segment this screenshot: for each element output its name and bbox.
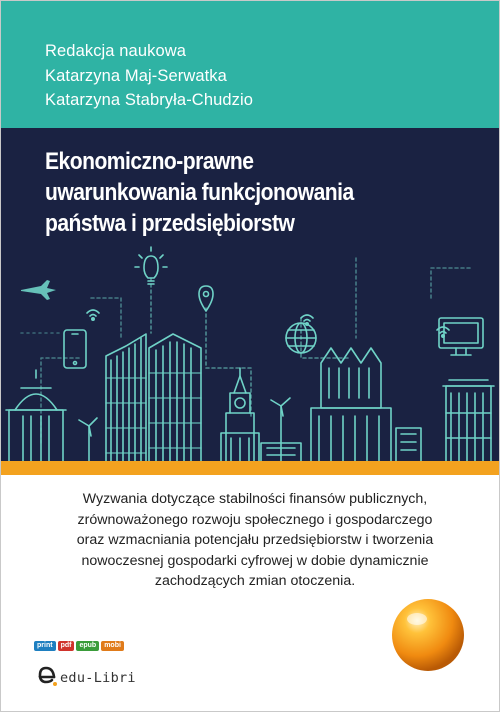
title-line: uwarunkowania funkcjonowania bbox=[45, 179, 354, 206]
description-line: zachodzących zmian otoczenia. bbox=[154, 573, 356, 589]
description-line: Wyzwania dotyczące stabilności finansów publicznych, bbox=[82, 491, 428, 507]
publisher-logo bbox=[34, 663, 136, 687]
title-line: Ekonomiczno-prawne bbox=[45, 148, 254, 175]
format-badges bbox=[34, 641, 124, 651]
format-badge-pdf: pdf bbox=[58, 641, 75, 651]
orange-sphere-decoration bbox=[390, 597, 466, 673]
description-line: oraz wzmacniania potencjału przedsiębiorstw i tworzenia bbox=[76, 532, 434, 548]
format-badge-mobi: mobi bbox=[101, 641, 124, 651]
book-title bbox=[45, 146, 354, 239]
book-description bbox=[25, 489, 485, 592]
format-badge-print: print bbox=[34, 641, 56, 651]
city-skyline-illustration bbox=[1, 238, 499, 468]
format-badge-epub: epub bbox=[76, 641, 99, 651]
publisher-name: edu-Libri bbox=[60, 670, 136, 686]
editors-band bbox=[1, 1, 499, 128]
description-line: nowoczesnej gospodarki cyfrowej w dobie dynamicznie bbox=[81, 552, 429, 569]
editors-label: Redakcja naukowa bbox=[45, 42, 187, 60]
title-line: państwa i przedsiębiorstw bbox=[45, 210, 295, 237]
editor-name: Katarzyna Stabryła-Chudzio bbox=[45, 91, 254, 109]
editor-name: Katarzyna Maj-Serwatka bbox=[45, 67, 227, 85]
title-illustration-panel bbox=[1, 128, 499, 468]
description-line: zrównoważonego rozwoju społecznego i gospodarczego bbox=[77, 511, 433, 528]
accent-stripe bbox=[1, 461, 499, 475]
publisher-e-logo-icon bbox=[34, 663, 58, 687]
